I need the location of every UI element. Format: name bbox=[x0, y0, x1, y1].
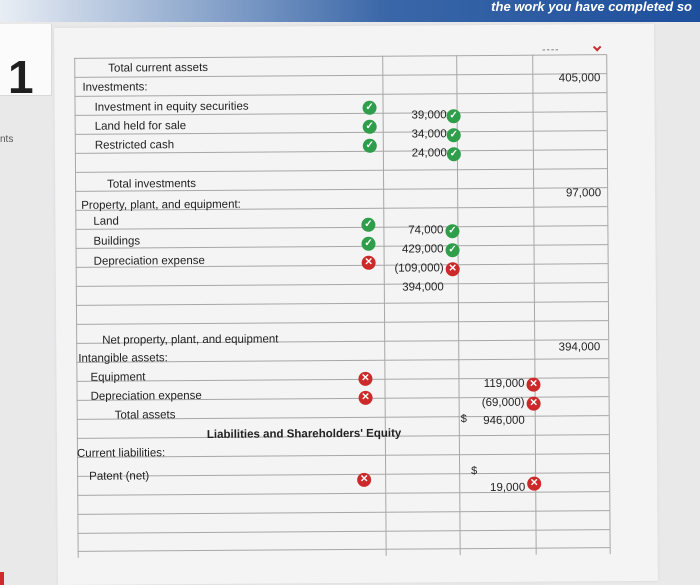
net-ppe-label: Net property, plant, and equipment bbox=[102, 333, 279, 347]
side-text-fragment: nts bbox=[0, 134, 14, 145]
partial-value: ---- bbox=[542, 44, 560, 56]
x-icon: ✕ bbox=[357, 473, 371, 487]
total-assets-label: Total assets bbox=[114, 409, 176, 422]
question-number: 1 bbox=[8, 51, 34, 103]
depreciation-neg-value[interactable]: (109,000) bbox=[394, 262, 444, 275]
ppe-subtotal-value[interactable]: 394,000 bbox=[402, 281, 444, 294]
x-icon: ✕ bbox=[527, 477, 541, 491]
x-icon: ✕ bbox=[358, 372, 372, 386]
intangible-header: Intangible assets: bbox=[78, 352, 168, 365]
buildings-value[interactable]: 74,000 bbox=[408, 224, 444, 237]
total-current-assets-label: Total current assets bbox=[108, 61, 209, 75]
check-icon: ✓ bbox=[446, 243, 460, 257]
restricted-cash-value[interactable]: 24,000 bbox=[411, 147, 447, 160]
dollar-sign: $ bbox=[460, 413, 467, 426]
red-marker bbox=[0, 572, 4, 585]
x-icon: ✕ bbox=[359, 391, 373, 405]
top-banner bbox=[0, 0, 700, 22]
investment-equity-value[interactable]: 39,000 bbox=[411, 109, 447, 122]
check-icon: ✓ bbox=[447, 128, 461, 142]
check-icon: ✓ bbox=[447, 109, 461, 123]
table-row bbox=[78, 529, 610, 552]
x-icon: ✕ bbox=[527, 397, 541, 411]
depreciation-expense-2-label[interactable]: Depreciation expense bbox=[90, 389, 202, 403]
partial-mark-icon bbox=[593, 43, 601, 51]
land-label[interactable]: Land bbox=[93, 215, 119, 228]
land-held-label[interactable]: Land held for sale bbox=[94, 120, 187, 133]
x-icon: ✕ bbox=[362, 256, 376, 270]
ppe-header: Property, plant, and equipment: bbox=[81, 198, 241, 212]
check-icon: ✓ bbox=[361, 218, 375, 232]
land-held-value[interactable]: 34,000 bbox=[411, 128, 447, 141]
total-current-assets-value[interactable]: 405,000 bbox=[558, 72, 601, 85]
patent-value[interactable]: 19,000 bbox=[489, 481, 526, 494]
buildings-label[interactable]: Buildings bbox=[93, 235, 141, 248]
check-icon: ✓ bbox=[361, 237, 375, 251]
check-icon: ✓ bbox=[363, 139, 377, 153]
total-investments-label: Total investments bbox=[107, 178, 196, 191]
question-number-card[interactable] bbox=[0, 24, 52, 103]
depreciation-expense-label[interactable]: Depreciation expense bbox=[93, 254, 205, 268]
check-icon: ✓ bbox=[363, 120, 377, 134]
banner-text: the work you have completed so bbox=[491, 0, 692, 14]
dollar-sign: $ bbox=[471, 465, 478, 478]
equipment-label[interactable]: Equipment bbox=[90, 371, 146, 384]
balance-sheet-worksheet bbox=[54, 24, 658, 585]
current-liabilities-header: Current liabilities: bbox=[76, 447, 166, 460]
x-icon: ✕ bbox=[446, 262, 460, 276]
total-investments-value[interactable]: 97,000 bbox=[565, 187, 602, 200]
x-icon: ✕ bbox=[526, 378, 540, 392]
check-icon: ✓ bbox=[447, 147, 461, 161]
liabilities-equity-heading: Liabilities and Shareholders' Equity bbox=[206, 427, 402, 441]
investment-equity-label[interactable]: Investment in equity securities bbox=[94, 100, 249, 114]
depreciation-gross-value[interactable]: 429,000 bbox=[401, 243, 444, 256]
net-ppe-value[interactable]: 394,000 bbox=[558, 341, 601, 354]
check-icon: ✓ bbox=[363, 101, 377, 115]
investments-header: Investments: bbox=[82, 81, 148, 94]
check-icon: ✓ bbox=[445, 224, 459, 238]
patent-label[interactable]: Patent (net) bbox=[89, 470, 150, 483]
depreciation-2-value[interactable]: (69,000) bbox=[481, 396, 525, 410]
total-assets-value[interactable]: 946,000 bbox=[483, 414, 525, 428]
equipment-value[interactable]: 119,000 bbox=[483, 377, 525, 391]
restricted-cash-label[interactable]: Restricted cash bbox=[94, 139, 175, 152]
